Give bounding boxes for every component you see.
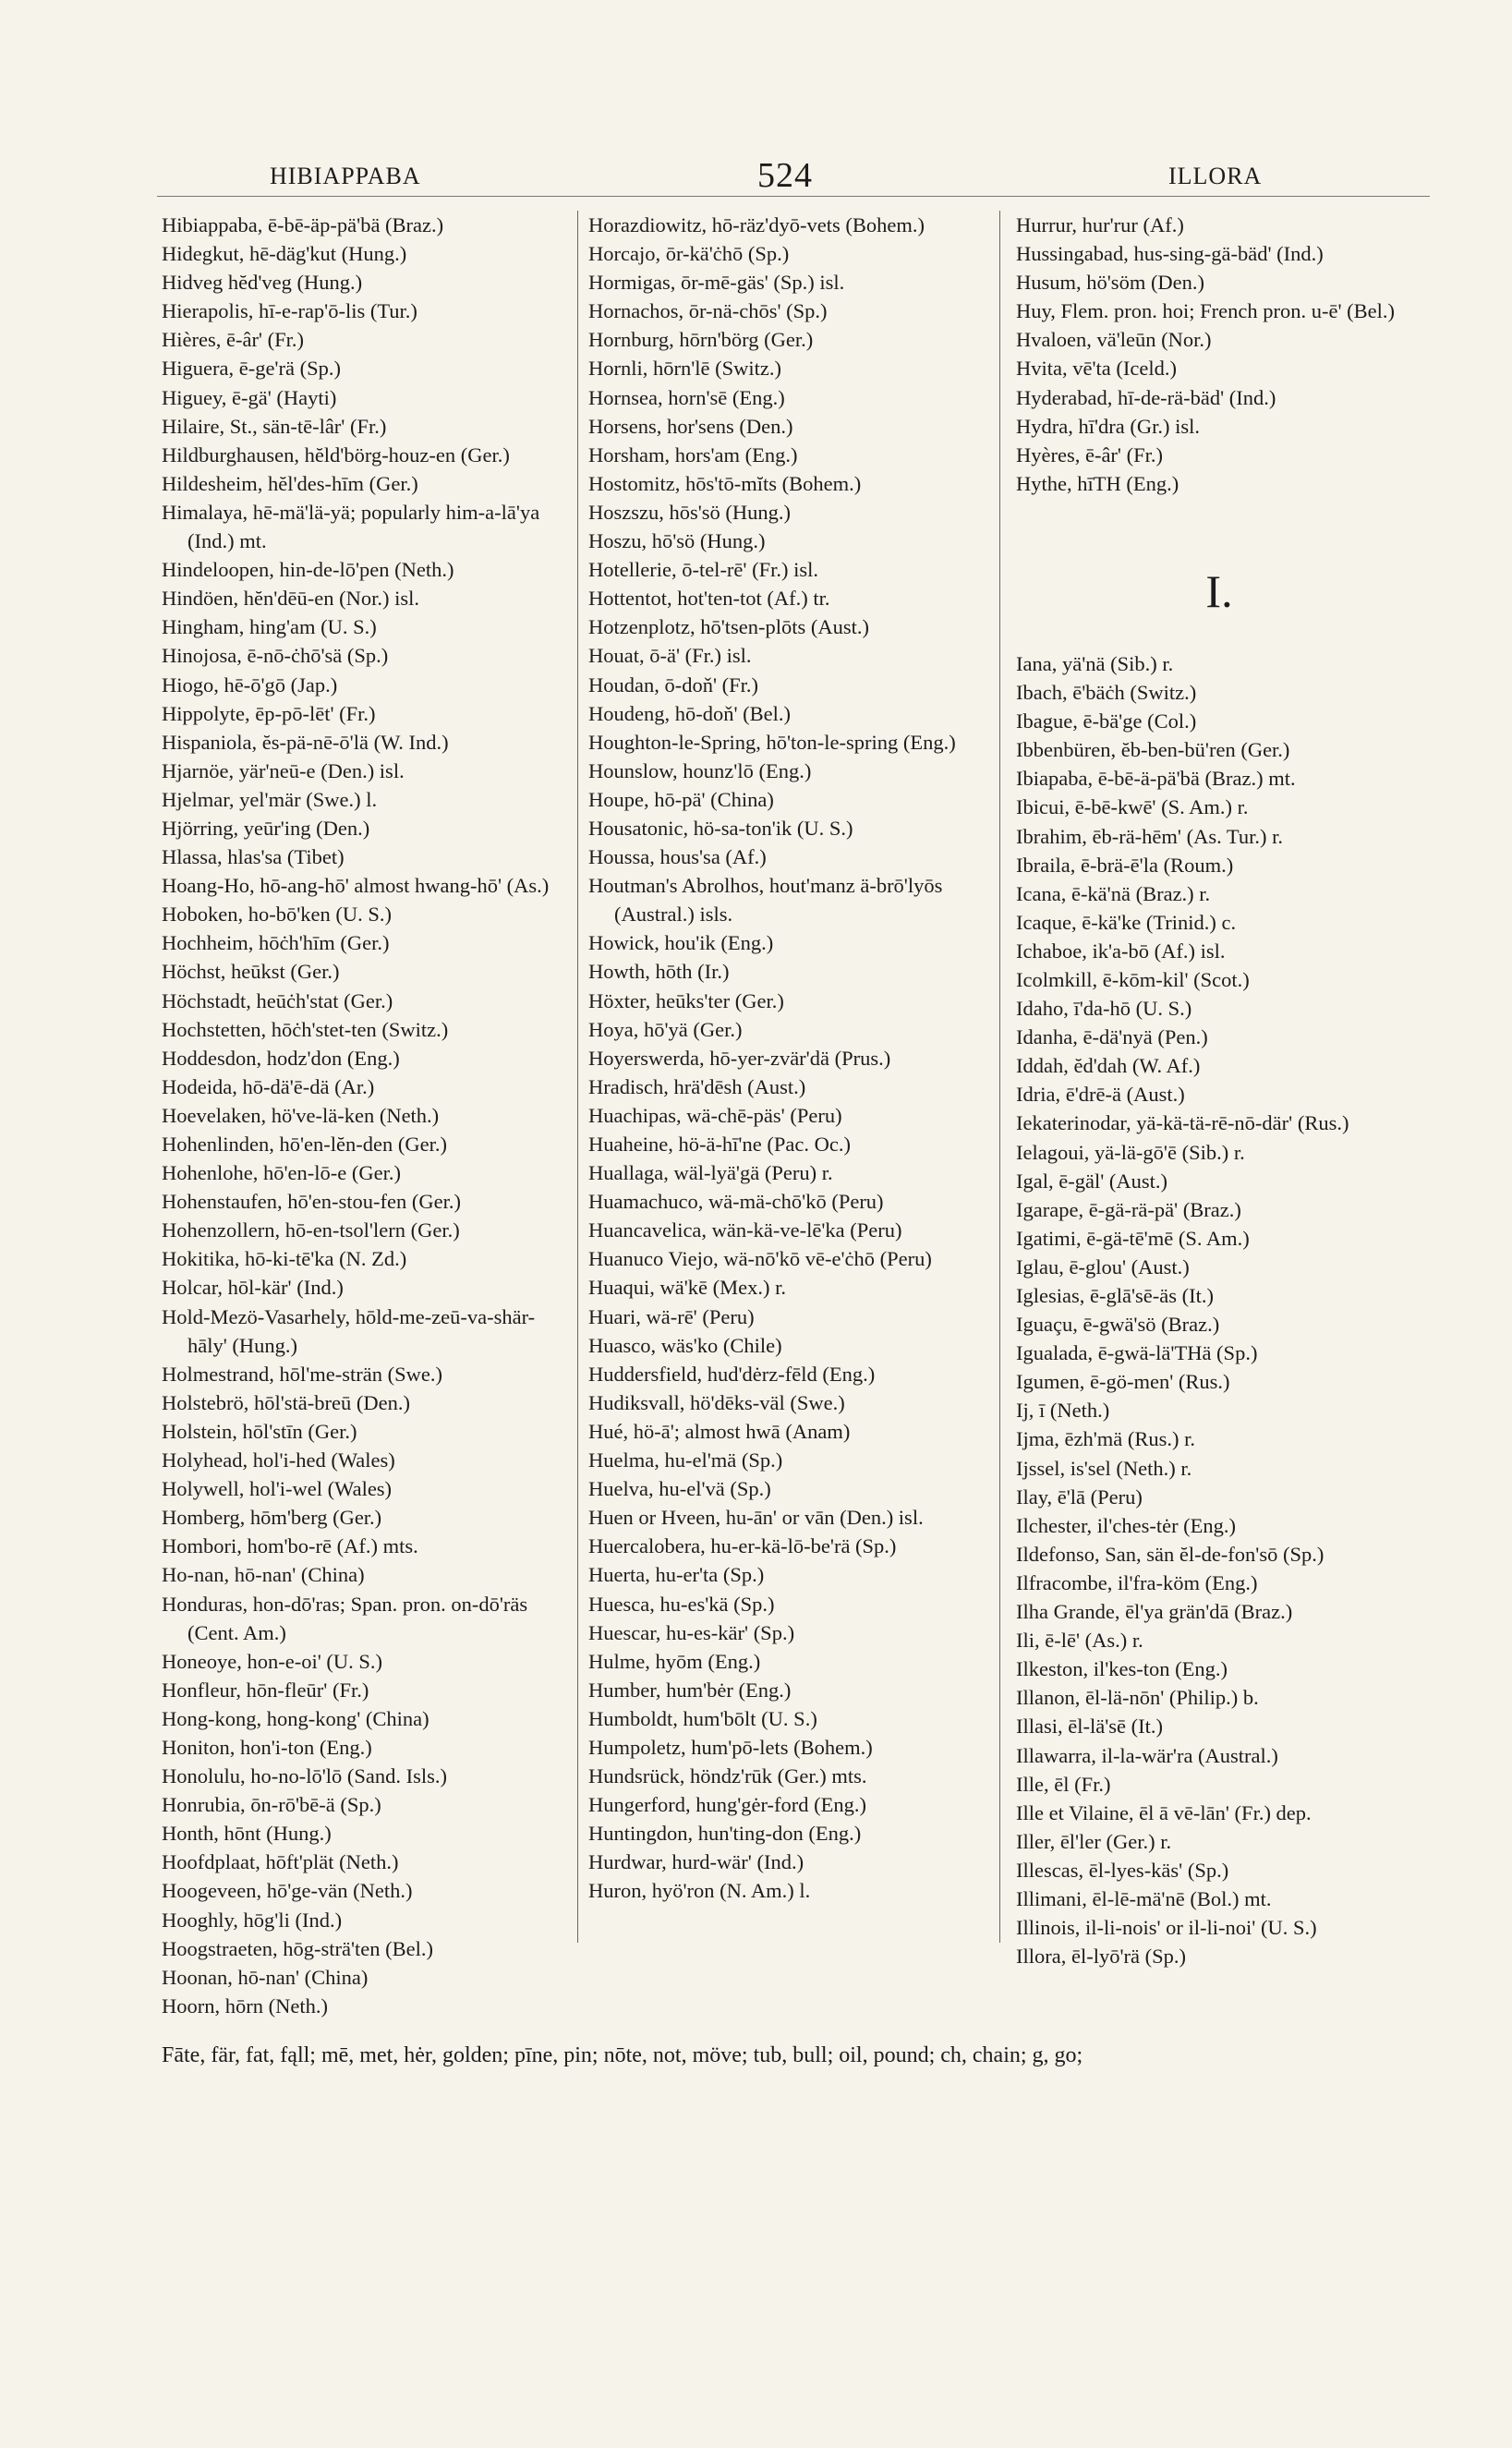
gazetteer-entry: Ijssel, is'sel (Neth.) r. [1016, 1456, 1192, 1480]
gazetteer-entry: Ibicui, ē-bē-kwē' (S. Am.) r. [1016, 795, 1249, 819]
gazetteer-entry: Hippolyte, ēp-pō-lēt' (Fr.) [162, 701, 376, 725]
gazetteer-entry: Hué, hö-ā'; almost hwā (Anam) [588, 1419, 851, 1443]
gazetteer-entry: Ilfracombe, il'fra-köm (Eng.) [1016, 1570, 1258, 1594]
page-number: 524 [757, 156, 813, 195]
gazetteer-entry: Illimani, ēl-lē-mä'nē (Bol.) mt. [1016, 1886, 1272, 1910]
gazetteer-entry: Hjelmar, yel'mär (Swe.) l. [162, 787, 378, 811]
gazetteer-entry: Huamachuco, wä-mä-chō'kō (Peru) [588, 1190, 884, 1214]
header-left-guideword: HIBIAPPABA [270, 163, 421, 189]
gazetteer-entry: Holstein, hōl'stīn (Ger.) [162, 1419, 357, 1443]
gazetteer-entry: Ilkeston, il'kes-ton (Eng.) [1016, 1657, 1228, 1681]
gazetteer-entry: Ilha Grande, ēl'ya grän'dā (Braz.) [1016, 1600, 1293, 1624]
gazetteer-entry: Homberg, hōm'berg (Ger.) [162, 1506, 382, 1530]
gazetteer-entry: Iglau, ē-glou' (Aust.) [1016, 1254, 1190, 1279]
gazetteer-entry: Holyhead, hol'i-hed (Wales) [162, 1448, 395, 1472]
gazetteer-entry: Hoszu, hō'sö (Hung.) [588, 529, 766, 553]
gazetteer-entry: Honth, hōnt (Hung.) [162, 1822, 332, 1846]
gazetteer-entry: Hornsea, horn'sē (Eng.) [588, 385, 785, 409]
gazetteer-entry: Hyderabad, hī-de-rä-bäd' (Ind.) [1016, 385, 1276, 409]
gazetteer-entry: Ili, ē-lē' (As.) r. [1016, 1629, 1143, 1653]
gazetteer-entry: Hulme, hyōm (Eng.) [588, 1649, 761, 1673]
gazetteer-entry: Hvaloen, vä'leūn (Nor.) [1016, 328, 1212, 352]
gazetteer-entry: Höchst, heūkst (Ger.) [162, 960, 340, 984]
gazetteer-entry: Ilchester, il'ches-tėr (Eng.) [1016, 1513, 1237, 1537]
gazetteer-entry: Holcar, hōl-kär' (Ind.) [162, 1276, 344, 1300]
gazetteer-entry: Hurdwar, hurd-wär' (Ind.) [588, 1850, 804, 1874]
gazetteer-entry: Huancavelica, wän-kä-ve-lē'ka (Peru) [588, 1218, 902, 1242]
gazetteer-entry: Huaheine, hö-ä-hī'ne (Pac. Oc.) [588, 1133, 851, 1156]
gazetteer-entry: Huelva, hu-el'vä (Sp.) [588, 1477, 771, 1501]
gazetteer-entry: Huelma, hu-el'mä (Sp.) [588, 1448, 783, 1472]
gazetteer-entry: Iguaçu, ē-gwä'sö (Braz.) [1016, 1313, 1220, 1337]
gazetteer-entry: Holstebrö, hōl'stä-breū (Den.) [162, 1390, 410, 1414]
gazetteer-entry: Hildburghausen, hĕld'börg-houz-en (Ger.) [162, 442, 510, 467]
gazetteer-entry: Humpoletz, hum'pō-lets (Bohem.) [588, 1735, 873, 1759]
gazetteer-entry: Illasi, ēl-lä'sē (It.) [1016, 1715, 1163, 1739]
gazetteer-entry: Hoya, hō'yä (Ger.) [588, 1017, 743, 1041]
gazetteer-entry: Ildefonso, San, sän ĕl-de-fon'sō (Sp.) [1016, 1542, 1325, 1566]
gazetteer-entry: Ibach, ē'bäċh (Switz.) [1016, 681, 1197, 705]
gazetteer-entry: Hindöen, hĕn'dēū-en (Nor.) isl. [162, 587, 419, 611]
gazetteer-entry: Idria, ē'drē-ä (Aust.) [1016, 1083, 1185, 1107]
gazetteer-entry: Igualada, ē-gwä-lä'THä (Sp.) [1016, 1341, 1258, 1365]
gazetteer-entry: Iekaterinodar, yä-kä-tä-rē-nō-där' (Rus.) [1016, 1111, 1349, 1135]
gazetteer-entry: Huen or Hveen, hu-ān' or vān (Den.) isl. [588, 1506, 924, 1530]
gazetteer-entry: Ibague, ē-bä'ge (Col.) [1016, 709, 1197, 733]
gazetteer-entry: Hibiappaba, ē-bē-äp-pä'bä (Braz.) [162, 213, 444, 236]
gazetteer-entry: Hodeida, hō-dä'ē-dä (Ar.) [162, 1074, 375, 1098]
gazetteer-entry: Hydra, hī'dra (Gr.) isl. [1016, 414, 1201, 438]
gazetteer-entry: Hostomitz, hōs'tō-mĭts (Bohem.) [588, 471, 862, 495]
gazetteer-entry: Ielagoui, yä-lä-gō'ē (Sib.) r. [1016, 1140, 1245, 1164]
gazetteer-entry: Honduras, hon-dō'ras; Span. pron. on-dō'räs (Cent. Am.) [162, 1592, 528, 1644]
gazetteer-entry: Howth, hōth (Ir.) [588, 960, 730, 984]
gazetteer-entry: Huron, hyö'ron (N. Am.) l. [588, 1879, 811, 1903]
gazetteer-entry: Hohenstaufen, hō'en-stou-fen (Ger.) [162, 1190, 461, 1214]
gazetteer-entry: Ho-nan, hō-nan' (China) [162, 1563, 365, 1587]
gazetteer-entry: Huy, Flem. pron. hoi; French pron. u-ē' (Bel.) [1016, 299, 1396, 323]
gazetteer-entry: Idanha, ē-dä'nyä (Pen.) [1016, 1025, 1208, 1049]
gazetteer-entry: Ijma, ēzh'mä (Rus.) r. [1016, 1427, 1195, 1451]
gazetteer-entry: Hundsrück, höndz'rūk (Ger.) mts. [588, 1764, 867, 1788]
gazetteer-entry: Hoorn, hōrn (Neth.) [162, 1994, 328, 2018]
gazetteer-entry: Illescas, ēl-lyes-käs' (Sp.) [1016, 1858, 1229, 1882]
gazetteer-entry: Icolmkill, ē-kōm-kil' (Scot.) [1016, 967, 1250, 991]
gazetteer-entry: Hornachos, ōr-nä-chōs' (Sp.) [588, 299, 828, 323]
column-3 [1016, 211, 1422, 2058]
gazetteer-entry: Ibraila, ē-brä-ē'la (Roum.) [1016, 853, 1234, 877]
pronunciation-key-footer: Fāte, fär, fat, fąll; mē, met, hėr, golden; pīne, pin; nōte, not, möve; tub, bull; oil, pound; ch, chain; g, go; [162, 2043, 1083, 2067]
gazetteer-entry: Honfleur, hōn-fleūr' (Fr.) [162, 1678, 369, 1702]
gazetteer-entry: Iana, yä'nä (Sib.) r. [1016, 651, 1174, 675]
gazetteer-entry: Hounslow, hounz'lō (Eng.) [588, 758, 812, 782]
gazetteer-entry: Hinojosa, ē-nō-ċhō'sä (Sp.) [162, 644, 389, 668]
gazetteer-entry: Horsens, hor'sens (Den.) [588, 414, 793, 438]
gazetteer-entry: Hotzenplotz, hō'tsen-plōts (Aust.) [588, 615, 870, 639]
gazetteer-entry: Hombori, hom'bo-rē (Af.) mts. [162, 1534, 418, 1558]
gazetteer-entry: Hudiksvall, hö'dēks-väl (Swe.) [588, 1390, 845, 1414]
column-2 [588, 211, 986, 2058]
header-right-guideword: ILLORA [1168, 163, 1263, 189]
gazetteer-entry: Huesca, hu-es'kä (Sp.) [588, 1592, 775, 1616]
gazetteer-entry: Holywell, hol'i-wel (Wales) [162, 1477, 393, 1501]
gazetteer-entry: Hlassa, hlas'sa (Tibet) [162, 845, 345, 869]
gazetteer-entry: Horsham, hors'am (Eng.) [588, 442, 798, 467]
gazetteer-entry: Icana, ē-kä'nä (Braz.) r. [1016, 881, 1211, 905]
gazetteer-entry: Huachipas, wä-chē-päs' (Peru) [588, 1103, 842, 1127]
gazetteer-entry: Houssa, hous'sa (Af.) [588, 845, 767, 869]
gazetteer-entry: Houdeng, hō-doň' (Bel.) [588, 701, 792, 725]
column-divider [999, 211, 1000, 1943]
gazetteer-entry: Hoyerswerda, hō-yer-zvär'dä (Prus.) [588, 1046, 891, 1070]
gazetteer-entry: Honeoye, hon-e-oi' (U. S.) [162, 1649, 382, 1673]
gazetteer-entry: Humboldt, hum'bōlt (U. S.) [588, 1706, 817, 1730]
gazetteer-entry: Illawarra, il-la-wär'ra (Austral.) [1016, 1743, 1278, 1767]
gazetteer-entry: Huescar, hu-es-kär' (Sp.) [588, 1620, 795, 1644]
gazetteer-entry: Igumen, ē-gö-men' (Rus.) [1016, 1370, 1230, 1394]
gazetteer-entry: Huari, wä-rē' (Peru) [588, 1304, 755, 1328]
gazetteer-entry: Hildesheim, hĕl'des-hīm (Ger.) [162, 471, 418, 495]
gazetteer-entry: Huercalobera, hu-er-kä-lō-be'rä (Sp.) [588, 1534, 897, 1558]
gazetteer-entry: Ille et Vilaine, ēl ā vē-lān' (Fr.) dep. [1016, 1800, 1312, 1824]
gazetteer-entry: Hohenzollern, hō-en-tsol'lern (Ger.) [162, 1218, 460, 1242]
gazetteer-entry: Hoofdplaat, hōft'plät (Neth.) [162, 1850, 399, 1874]
gazetteer-entry: Ibbenbüren, ĕb-ben-bü'ren (Ger.) [1016, 738, 1290, 762]
gazetteer-entry: Hiogo, hē-ō'gō (Jap.) [162, 673, 338, 697]
gazetteer-entry: Hurrur, hur'rur (Af.) [1016, 213, 1184, 236]
gazetteer-entry: Houat, ō-ä' (Fr.) isl. [588, 644, 752, 668]
gazetteer-entry: Himalaya, hē-mä'lä-yä; popularly him-a-lā'ya (Ind.) mt. [162, 500, 540, 553]
gazetteer-entry: Hilaire, St., sän-tē-lâr' (Fr.) [162, 414, 387, 438]
gazetteer-entry: Houdan, ō-doň' (Fr.) [588, 673, 759, 697]
running-header [157, 155, 1364, 195]
section-letter: I. [1205, 564, 1233, 617]
column-3-bottom-entries [1016, 649, 1422, 1970]
gazetteer-entry: Hyères, ē-âr' (Fr.) [1016, 442, 1163, 467]
gazetteer-entry: Housatonic, hö-sa-ton'ik (U. S.) [588, 816, 853, 840]
gazetteer-entry: Hohenlohe, hō'en-lō-e (Ger.) [162, 1161, 401, 1185]
gazetteer-entry: Hooghly, hōg'li (Ind.) [162, 1908, 343, 1932]
gazetteer-entry: Houghton-le-Spring, hō'ton-le-spring (Eng.) [588, 730, 956, 754]
gazetteer-entry: Höxter, heūks'ter (Ger.) [588, 988, 784, 1012]
gazetteer-entry: Hvita, vē'ta (Iceld.) [1016, 357, 1177, 381]
gazetteer-entry: Huntingdon, hun'ting-don (Eng.) [588, 1822, 862, 1846]
gazetteer-entry: Humber, hum'bėr (Eng.) [588, 1678, 792, 1702]
gazetteer-entry: Hungerford, hung'gėr-ford (Eng.) [588, 1793, 867, 1817]
gazetteer-entry: Ij, ī (Neth.) [1016, 1399, 1110, 1423]
gazetteer-entry: Higuey, ē-gä' (Hayti) [162, 385, 337, 409]
gazetteer-entry: Igal, ē-gäl' (Aust.) [1016, 1169, 1167, 1193]
column-divider [577, 211, 578, 1943]
gazetteer-entry: Hong-kong, hong-kong' (China) [162, 1706, 429, 1730]
gazetteer-entry: Honrubia, ōn-rō'bē-ä (Sp.) [162, 1793, 381, 1817]
gazetteer-entry: Ilay, ē'lā (Peru) [1016, 1485, 1143, 1509]
column-1 [162, 211, 568, 2058]
gazetteer-entry: Hindeloopen, hin-de-lō'pen (Neth.) [162, 558, 454, 582]
gazetteer-entry: Iglesias, ē-glā'sē-äs (It.) [1016, 1284, 1214, 1307]
gazetteer-entry: Higuera, ē-ge'rä (Sp.) [162, 357, 341, 381]
gazetteer-entry: Ichaboe, ik'a-bō (Af.) isl. [1016, 939, 1226, 963]
gazetteer-entry: Hoddesdon, hodz'don (Eng.) [162, 1046, 400, 1070]
gazetteer-entry: Hohenlinden, hō'en-lĕn-den (Ger.) [162, 1133, 447, 1156]
gazetteer-entry: Hochheim, hōċh'hīm (Ger.) [162, 931, 390, 955]
column-3-top-entries [1016, 211, 1422, 498]
gazetteer-entry: Illora, ēl-lyō'rä (Sp.) [1016, 1945, 1186, 1969]
gazetteer-entry: Hokitika, hō-ki-tē'ka (N. Zd.) [162, 1247, 407, 1271]
gazetteer-entry: Illinois, il-li-nois' or il-li-noi' (U. S.) [1016, 1916, 1317, 1940]
gazetteer-entry: Hierapolis, hī-e-rap'ō-lis (Tur.) [162, 299, 417, 323]
gazetteer-entry: Hussingabad, hus-sing-gä-bäd' (Ind.) [1016, 242, 1324, 266]
gazetteer-entry: Hoang-Ho, hō-ang-hō' almost hwang-hō' (As.) [162, 874, 550, 898]
gazetteer-entry: Huerta, hu-er'ta (Sp.) [588, 1563, 765, 1587]
gazetteer-entry: Hières, ē-âr' (Fr.) [162, 328, 304, 352]
gazetteer-entry: Hornli, hōrn'lē (Switz.) [588, 357, 782, 381]
gazetteer-entry: Howick, hou'ik (Eng.) [588, 931, 774, 955]
gazetteer-entry: Hispaniola, ĕs-pä-nē-ō'lä (W. Ind.) [162, 730, 449, 754]
gazetteer-entry: Huallaga, wäl-lyä'gä (Peru) r. [588, 1161, 833, 1185]
gazetteer-entry: Igarape, ē-gä-rä-pä' (Braz.) [1016, 1197, 1241, 1221]
header-rule [157, 196, 1430, 197]
gazetteer-entry: Hoevelaken, hö've-lä-ken (Neth.) [162, 1103, 440, 1127]
gazetteer-entry: Honiton, hon'i-ton (Eng.) [162, 1735, 372, 1759]
gazetteer-entry: Huaqui, wä'kē (Mex.) r. [588, 1276, 786, 1300]
gazetteer-entry: Honolulu, ho-no-lō'lō (Sand. Isls.) [162, 1764, 448, 1788]
gazetteer-entry: Höchstadt, heūċh'stat (Ger.) [162, 988, 393, 1012]
gazetteer-entry: Hidveg hĕd'veg (Hung.) [162, 271, 363, 295]
gazetteer-entry: Hoogstraeten, hōg-strä'ten (Bel.) [162, 1936, 433, 1960]
gazetteer-entry: Hold-Mezö-Vasarhely, hōld-me-zeū-va-shär-hāly' (Hung.) [162, 1304, 536, 1357]
gazetteer-entry: Husum, hö'söm (Den.) [1016, 271, 1205, 295]
gazetteer-entry: Hochstetten, hōċh'stet-ten (Switz.) [162, 1017, 449, 1041]
gazetteer-entry: Hornburg, hōrn'börg (Ger.) [588, 328, 814, 352]
gazetteer-entry: Huasco, wäs'ko (Chile) [588, 1333, 782, 1357]
gazetteer-entry: Idaho, ī'da-hō (U. S.) [1016, 997, 1192, 1021]
gazetteer-entry: Hoonan, hō-nan' (China) [162, 1965, 369, 1989]
gazetteer-entry: Hjarnöe, yär'neū-e (Den.) isl. [162, 758, 405, 782]
gazetteer-entry: Ibiapaba, ē-bē-ä-pä'bä (Braz.) mt. [1016, 767, 1296, 791]
gazetteer-entry: Hotellerie, ō-tel-rē' (Fr.) isl. [588, 558, 818, 582]
gazetteer-entry: Holmestrand, hōl'me-strän (Swe.) [162, 1362, 442, 1386]
gazetteer-entry: Houpe, hō-pä' (China) [588, 787, 774, 811]
gazetteer-entry: Hythe, hīTH (Eng.) [1016, 471, 1179, 495]
gazetteer-entry: Iller, ēl'ler (Ger.) r. [1016, 1829, 1172, 1853]
gazetteer-entry: Icaque, ē-kä'ke (Trinid.) c. [1016, 910, 1237, 934]
gazetteer-entry: Horazdiowitz, hō-räz'dyō-vets (Bohem.) [588, 213, 925, 236]
gazetteer-entry: Igatimi, ē-gä-tē'mē (S. Am.) [1016, 1226, 1250, 1250]
gazetteer-entry: Hoogeveen, hō'ge-vän (Neth.) [162, 1879, 413, 1903]
gazetteer-entry: Huanuco Viejo, wä-nō'kō vē-e'ċhō (Peru) [588, 1247, 932, 1271]
gazetteer-entry: Hingham, hing'am (U. S.) [162, 615, 377, 639]
gazetteer-entry: Houtman's Abrolhos, hout'manz ä-brō'lyōs (Austral.) isls. [588, 874, 943, 927]
gazetteer-entry: Hjörring, yeūr'ing (Den.) [162, 816, 370, 840]
gazetteer-entry: Hormigas, ōr-mē-gäs' (Sp.) isl. [588, 271, 845, 295]
gazetteer-entry: Hidegkut, hē-däg'kut (Hung.) [162, 242, 407, 266]
gazetteer-entry: Ibrahim, ēb-rä-hēm' (As. Tur.) r. [1016, 824, 1284, 848]
gazetteer-entry: Huddersfield, hud'dėrz-fēld (Eng.) [588, 1362, 876, 1386]
gazetteer-entry: Hoszszu, hōs'sö (Hung.) [588, 500, 792, 524]
gazetteer-entry: Hradisch, hrä'dēsh (Aust.) [588, 1074, 806, 1098]
gazetteer-entry: Hoboken, ho-bō'ken (U. S.) [162, 903, 393, 927]
gazetteer-entry: Ille, ēl (Fr.) [1016, 1772, 1111, 1796]
gazetteer-entry: Illanon, ēl-lä-nōn' (Philip.) b. [1016, 1686, 1259, 1710]
gazetteer-entry: Hottentot, hot'ten-tot (Af.) tr. [588, 587, 830, 611]
gazetteer-entry: Iddah, ĕd'dah (W. Af.) [1016, 1054, 1201, 1078]
gazetteer-entry: Horcajo, ōr-kä'ċhō (Sp.) [588, 242, 790, 266]
